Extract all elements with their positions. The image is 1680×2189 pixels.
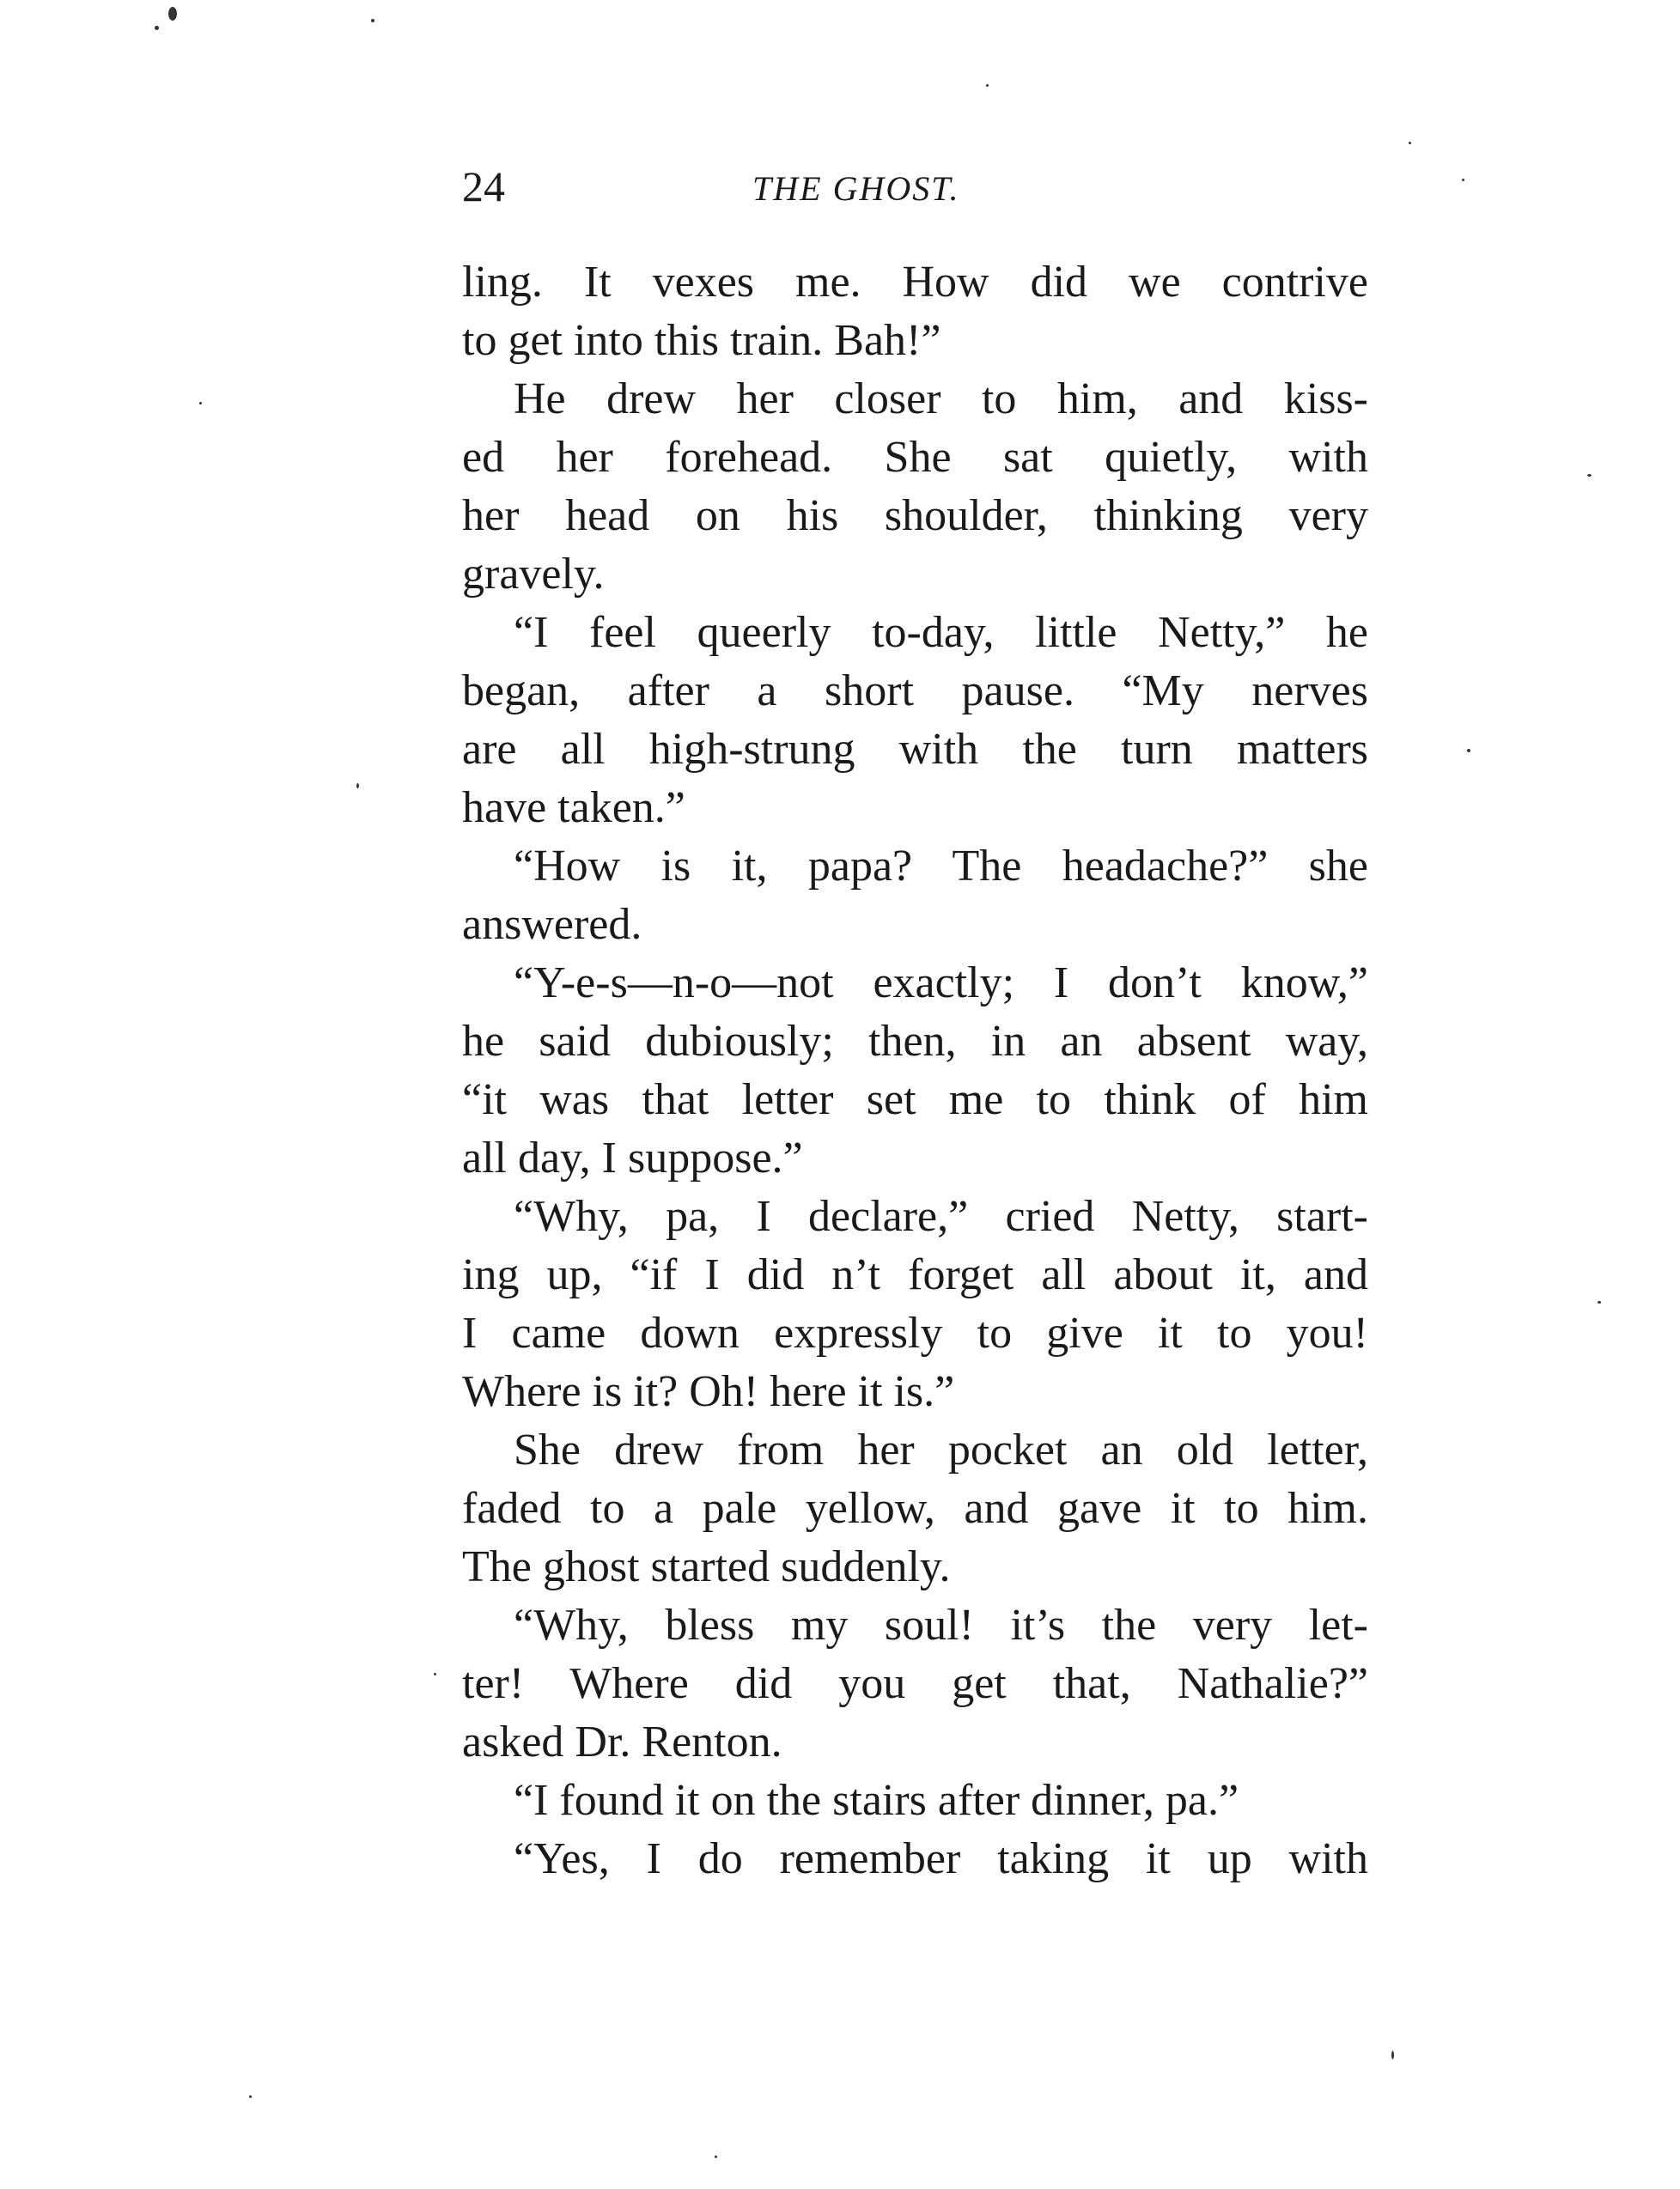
scan-speck: [155, 26, 159, 30]
text-line: Where is it? Oh! here it is.”: [462, 1367, 955, 1416]
text-line: “Y-e-s—n-o—not exactly; I don’t know,”: [514, 958, 1368, 1007]
text-line: “How is it, papa? The headache?” she: [514, 842, 1368, 891]
text-line: are all high-strung with the turn matters: [462, 725, 1368, 774]
text-line: to get into this train. Bah!”: [462, 316, 941, 365]
text-line: her head on his shoulder, thinking very: [462, 491, 1368, 540]
running-title: THE GHOST.: [752, 169, 960, 208]
scan-speck: [199, 402, 202, 404]
scan-speck: [249, 2095, 252, 2098]
scan-speck: [1391, 2051, 1394, 2059]
text-line: ed her forehead. She sat quietly, with: [462, 433, 1368, 482]
text-line: “Why, bless my soul! it’s the very let-: [514, 1601, 1368, 1650]
text-line: gravely.: [462, 550, 605, 599]
scan-speck: [1409, 142, 1411, 144]
text-line: faded to a pale yellow, and gave it to him.: [462, 1484, 1368, 1533]
text-line: ing up, “if I did n’t forget all about it, and: [462, 1250, 1368, 1299]
text-line: ling. It vexes me. How did we contrive: [462, 258, 1368, 307]
scan-speck: [434, 1673, 436, 1675]
scan-speck: [986, 84, 989, 87]
scan-speck: [1598, 1301, 1601, 1304]
scan-speck: [1467, 749, 1470, 752]
text-line: asked Dr. Renton.: [462, 1718, 782, 1766]
text-line: “it was that letter set me to think of him: [462, 1075, 1368, 1124]
page-header: [462, 161, 1364, 222]
text-line: answered.: [462, 900, 642, 949]
page-number: 24: [462, 162, 505, 210]
text-line: He drew her closer to him, and kiss-: [514, 374, 1368, 423]
text-line: began, after a short pause. “My nerves: [462, 666, 1368, 715]
text-line: he said dubiously; then, in an absent way,: [462, 1017, 1368, 1066]
scan-speck: [715, 2156, 717, 2158]
body-text: [462, 253, 1368, 1888]
text-line: “I found it on the stairs after dinner, pa.”: [514, 1776, 1239, 1825]
scan-speck: [371, 19, 374, 22]
scan-speck: [1462, 179, 1464, 181]
text-line: all day, I suppose.”: [462, 1134, 803, 1183]
scan-speck: [1587, 474, 1592, 477]
scan-speck: [356, 783, 359, 788]
text-line: She drew from her pocket an old letter,: [514, 1426, 1368, 1475]
text-line: I came down expressly to give it to you!: [462, 1309, 1368, 1358]
text-line: The ghost started suddenly.: [462, 1542, 951, 1591]
text-line: “I feel queerly to-day, little Netty,” he: [514, 608, 1368, 657]
text-line: “Yes, I do remember taking it up with: [514, 1834, 1368, 1883]
scan-speck: [168, 7, 177, 21]
text-line: “Why, pa, I declare,” cried Netty, start-: [514, 1192, 1368, 1241]
text-line: have taken.”: [462, 783, 685, 832]
text-line: ter! Where did you get that, Nathalie?”: [462, 1659, 1368, 1708]
